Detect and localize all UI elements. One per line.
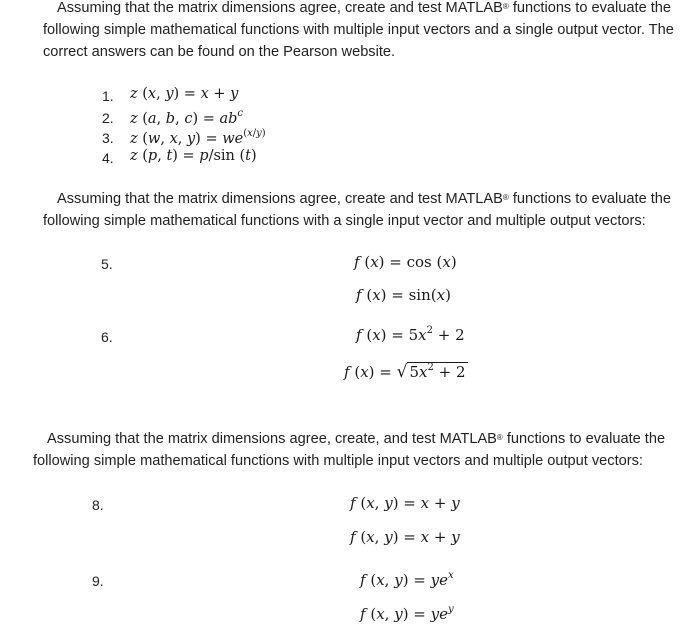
section2-intro-text: Assuming that the matrix dimensions agree, create and test MATLAB® functions to evaluate the following simple mathematical functions with a single input vector and multiple output vectors:	[43, 191, 672, 229]
problem-number: 9.	[92, 573, 104, 589]
equation-9a: f (x, $y) = ye^x$	[360, 570, 454, 589]
list-item-number: 1.	[102, 88, 114, 104]
section1-intro	[43, 0, 683, 63]
section3-intro-text: Assuming that the matrix dimensions agree, create, and test MATLAB® functions to evaluate the following simple mathematical functions with multiple input vectors and multiple output vectors:	[33, 431, 666, 469]
equation-2: z (a, b, $c) = ab^c$	[130, 108, 244, 127]
list-item-number: 4.	[102, 150, 114, 166]
problem-number: 8.	[92, 497, 104, 513]
equation-6a: f $(x) = 5x^2 + 2$	[356, 325, 465, 344]
section2-intro	[43, 188, 683, 232]
equation-5b: f (x) = sin(x)	[356, 286, 451, 304]
equation-6b: f (x) = √ $5x^2 + 2$	[344, 362, 466, 382]
list-item-number: 3.	[102, 130, 114, 146]
equation-8b: f (x, y) = x + y	[350, 528, 460, 546]
equation-5a: f (x) = cos (x)	[354, 253, 457, 271]
problem-number: 6.	[101, 329, 113, 345]
equation-1: z (x, y) = x + y	[130, 86, 239, 102]
equation-3: z (w, x, $y) = we^{(x/y)}$	[130, 128, 266, 147]
equation-8a: f (x, y) = x + y	[350, 494, 460, 512]
equation-9b: f (x, $y) = ye^y$	[360, 604, 454, 623]
section3-intro	[33, 428, 683, 472]
problem-number: 5.	[101, 256, 113, 272]
section1-intro-text: Assuming that the matrix dimensions agree, create and test MATLAB® functions to evaluate the following simple mathematical functions with multiple input vectors and a single output vector. The correct answers can be found on the Pearson website.	[43, 0, 674, 60]
equation-4: z (p, t) = p/sin (t)	[130, 148, 257, 164]
list-item-number: 2.	[102, 110, 114, 126]
